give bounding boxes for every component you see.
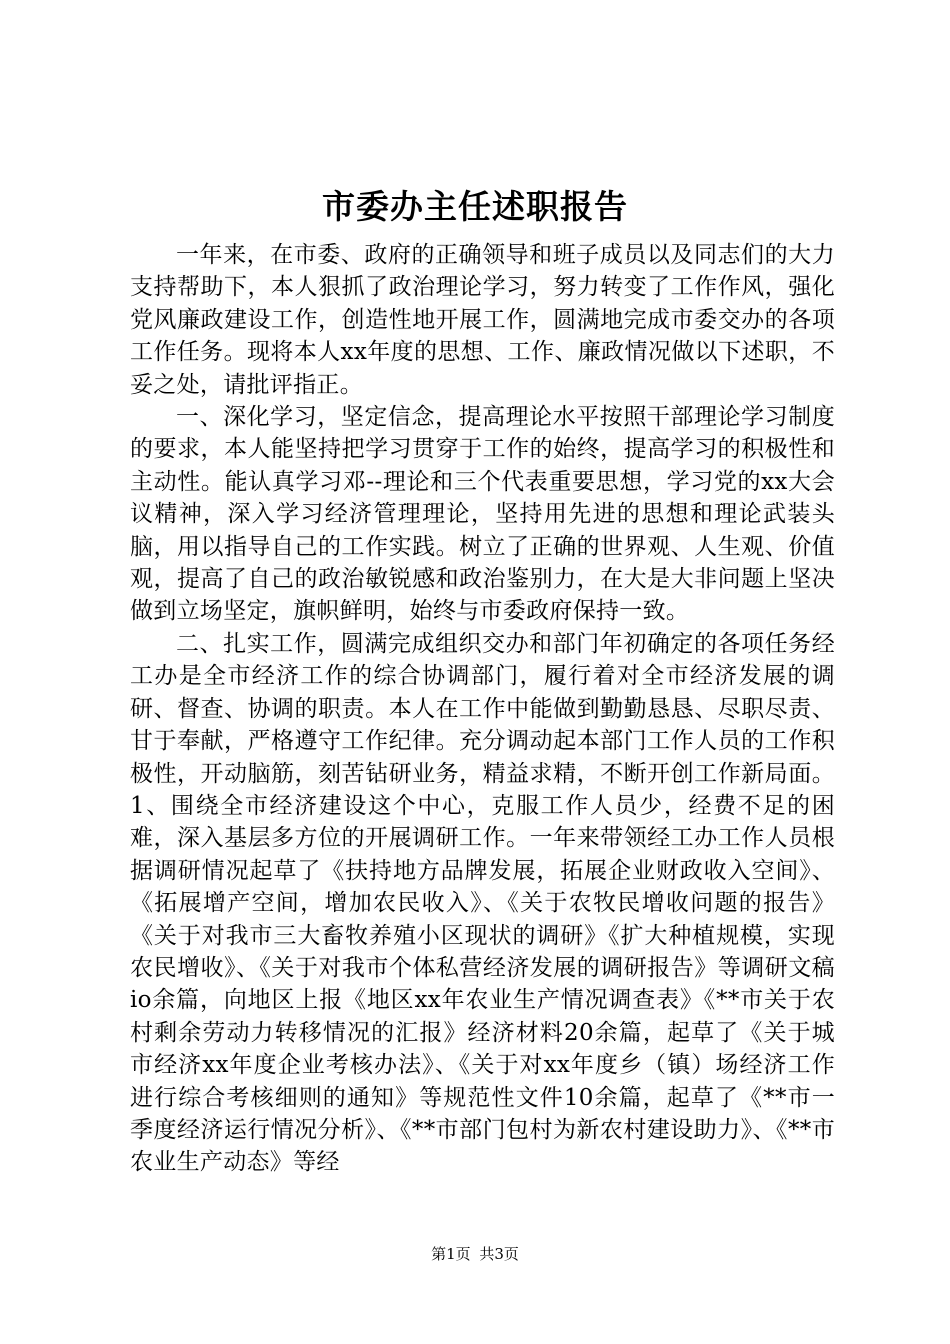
paragraph-intro: 一年来，在市委、政府的正确领导和班子成员以及同志们的大力支持帮助下，本人狠抓了政治理论学习，努力转变了工作作风，强化党风廉政建设工作，创造性地开展工作，圆满地完成市委交办的各项工作任务。现将本人xx年度的思想、工作、廉政情况做以下述职，不妥之处，请批评指正。	[130, 242, 835, 398]
page-total: 共3页	[479, 1245, 519, 1263]
page-footer	[0, 1244, 950, 1264]
page-number: 第1页	[431, 1245, 471, 1263]
paragraph-section-2: 二、扎实工作，圆满完成组织交办和部门年初确定的各项任务经工办是全市经济工作的综合协调部门，履行着对全市经济发展的调研、督查、协调的职责。本人在工作中能做到勤勤恳恳、尽职尽责、甘于奉献，严格遵守工作纪律。充分调动起本部门工作人员的工作积极性，开动脑筋，刻苦钻研业务，精益求精，不断开创工作新局面。1、围绕全市经济建设这个中心，克服工作人员少，经费不足的困难，深入基层多方位的开展调研工作。一年来带领经工办工作人员根据调研情况起草了《扶持地方品牌发展，拓展企业财政收入空间》、《拓展增产空间，增加农民收入》、《关于农牧民增收问题的报告》《关于对我市三大畜牧养殖小区现状的调研》《扩大种植规模，实现农民增收》、《关于对我市个体私营经济发展的调研报告》等调研文稿io余篇，向地区上报《地区xx年农业生产情况调查表》《**市关于农村剩余劳动力转移情况的汇报》经济材料20余篇，起草了《关于城市经济xx年度企业考核办法》、《关于对xx年度乡（镇）场经济工作进行综合考核细则的通知》等规范性文件10余篇，起草了《**市一季度经济运行情况分析》、《**市部门包村为新农村建设助力》、《**市农业生产动态》等经	[130, 630, 835, 1176]
document-body	[130, 239, 835, 1179]
paragraph-section-1: 一、深化学习，坚定信念，提高理论水平按照干部理论学习制度的要求，本人能坚持把学习贯穿于工作的始终，提高学习的积极性和主动性。能认真学习邓--理论和三个代表重要思想，学习党的xx大会议精神，深入学习经济管理理论，坚持用先进的思想和理论武装头脑，用以指导自己的工作实践。树立了正确的世界观、人生观、价值观，提高了自己的政治敏锐感和政治鉴别力，在大是大非问题上坚决做到立场坚定，旗帜鲜明，始终与市委政府保持一致。	[130, 404, 835, 625]
document-title: 市委办主任述职报告	[322, 187, 628, 226]
